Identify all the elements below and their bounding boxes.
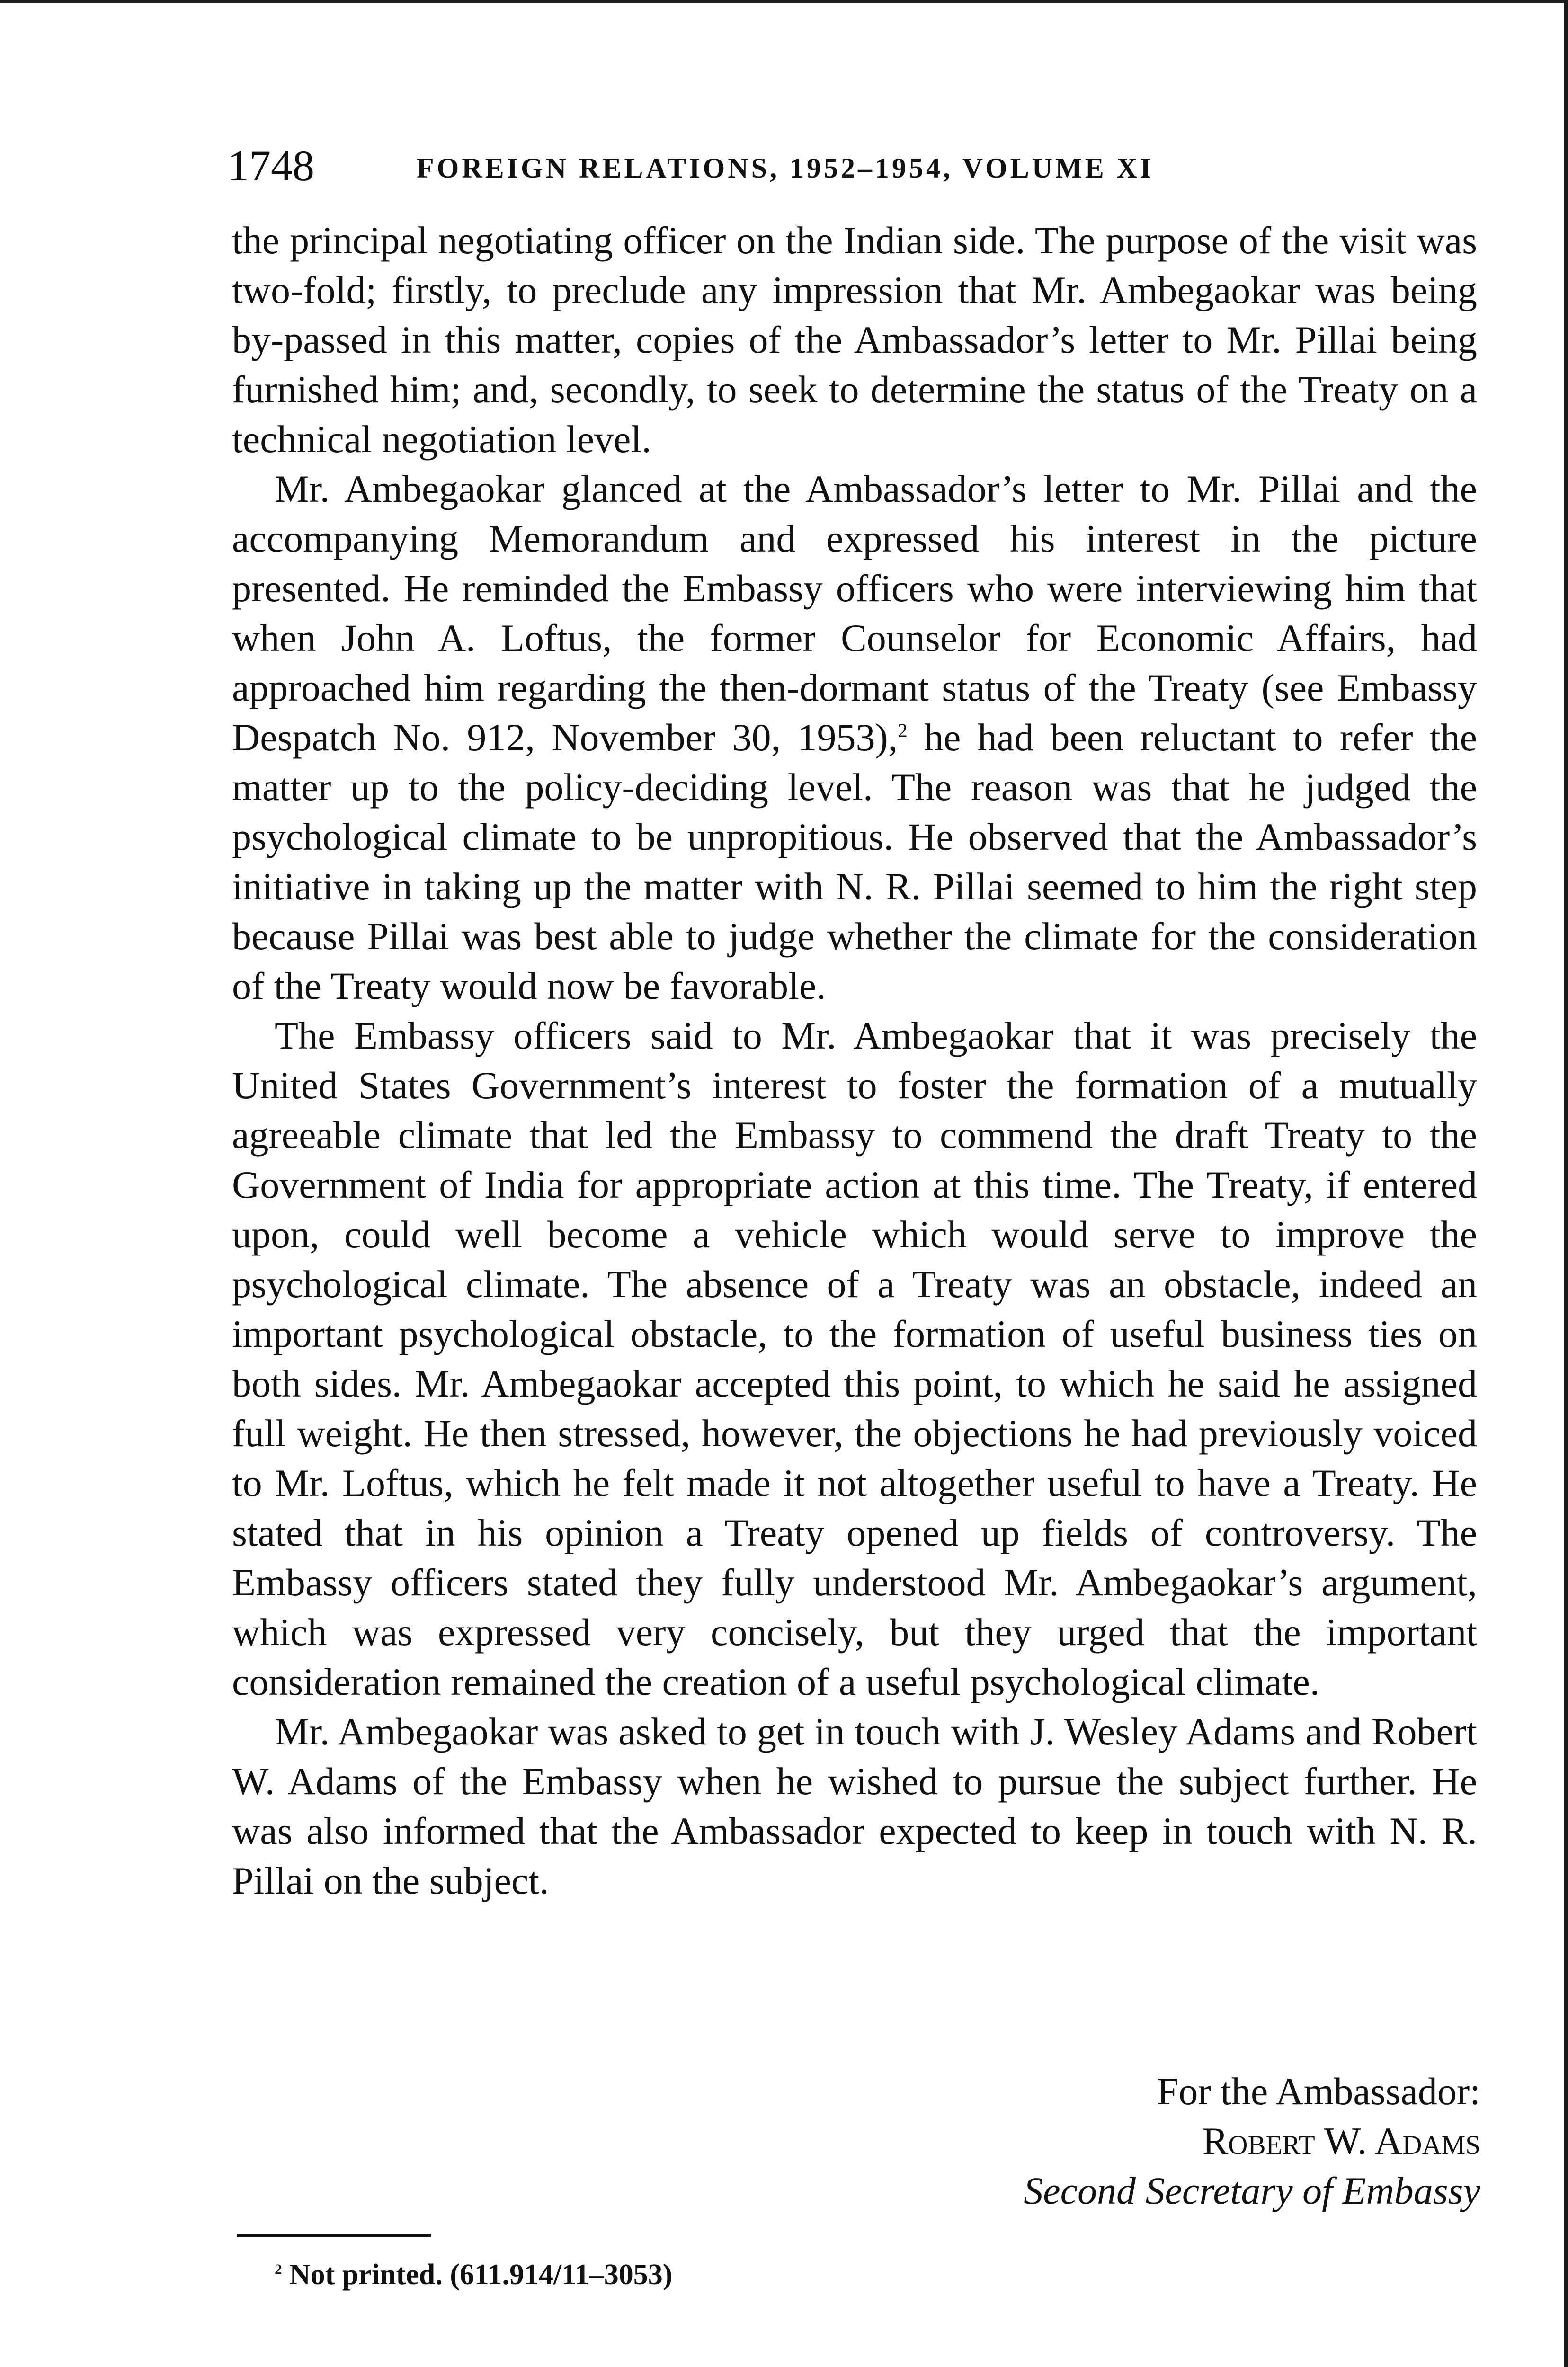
page-header (227, 137, 1477, 194)
body-text (232, 215, 1477, 1905)
footnote-reference[interactable]: 2 (898, 719, 908, 741)
page-edge-top (0, 0, 1568, 3)
footnote-text: Not printed. (611.914/11–3053) (289, 2259, 673, 2291)
paragraph-4: Mr. Ambegaokar was asked to get in touch with J. Wesley Adams and Robert W. Adams of the Embassy when he wished to pursue the subject further. He was also informed that the Ambassador expected to keep in touch with N. R. Pillai on the subject. (232, 1710, 1477, 1902)
footnote-marker: 2 (275, 2260, 282, 2278)
page-number: 1748 (227, 142, 314, 190)
paragraph-1: the principal negotiating officer on the Indian side. The purpose of the visit was two-fold; firstly, to preclude any impression that Mr. Ambegaokar was being by-passed in this matter, copies of the Ambassador’s letter to Mr. Pillai being furnished him; and, secondly, to seek to determine the status of the Treaty on a technical negotiation level. (232, 219, 1477, 461)
paragraph-2 (232, 464, 1477, 1011)
paragraph-2-text-a: Mr. Ambegaokar glanced at the Ambassador’s letter to Mr. Pillai and the accompanying Memorandum and expressed his interest in the picture presented. He reminded the Embassy officers who were interviewing him that when John A. Loftus, the former Counselor for Economic Affairs, had approached him regarding the then-dormant status of the Treaty (see Embassy Despatch No. 912, November 30, 1953), (232, 467, 1477, 759)
footnote-divider (237, 2234, 431, 2237)
paragraph-3: The Embassy officers said to Mr. Ambegaokar that it was precisely the United States Government’s interest to foster the formation of a mutually agreeable climate that led the Embassy to commend the draft Treaty to the Government of India for appropriate action at this time. The Treaty, if entered upon, could well become a vehicle which would serve to improve the psychological climate. The absence of a Treaty was an obstacle, indeed an important psychological obstacle, to the formation of useful business ties on both sides. Mr. Ambegaokar accepted this point, to which he said he assigned full weight. He then stressed, however, the objections he had previously voiced to Mr. Loftus, which he felt made it not altogether useful to have a Treaty. He stated that in his opinion a Treaty opened up fields of controversy. The Embassy officers stated they fully understood Mr. Ambegaokar’s argument, which was expressed very concisely, but they urged that the important consideration remained the creation of a useful psychological climate. (232, 1014, 1477, 1703)
signature-title: Second Secretary of Embassy (1024, 2169, 1480, 2212)
signature-block (1024, 2066, 1480, 2216)
footnote (275, 2253, 672, 2296)
paragraph-2-text-b: he had been reluctant to refer the matter up to the policy-deciding level. The reason was that he judged the psychological climate to be unpropitious. He observed that the Ambassador’s initiative in taking up the matter with N. R. Pillai seemed to him the right step because Pillai was best able to judge whether the climate for the consideration of the Treaty would now be favorable. (232, 716, 1477, 1007)
running-head: FOREIGN RELATIONS, 1952–1954, VOLUME XI (417, 152, 1154, 184)
page-edge-right (1564, 0, 1568, 2367)
signature-name: Robert W. Adams (1202, 2119, 1480, 2162)
signature-closing: For the Ambassador: (1157, 2070, 1480, 2113)
